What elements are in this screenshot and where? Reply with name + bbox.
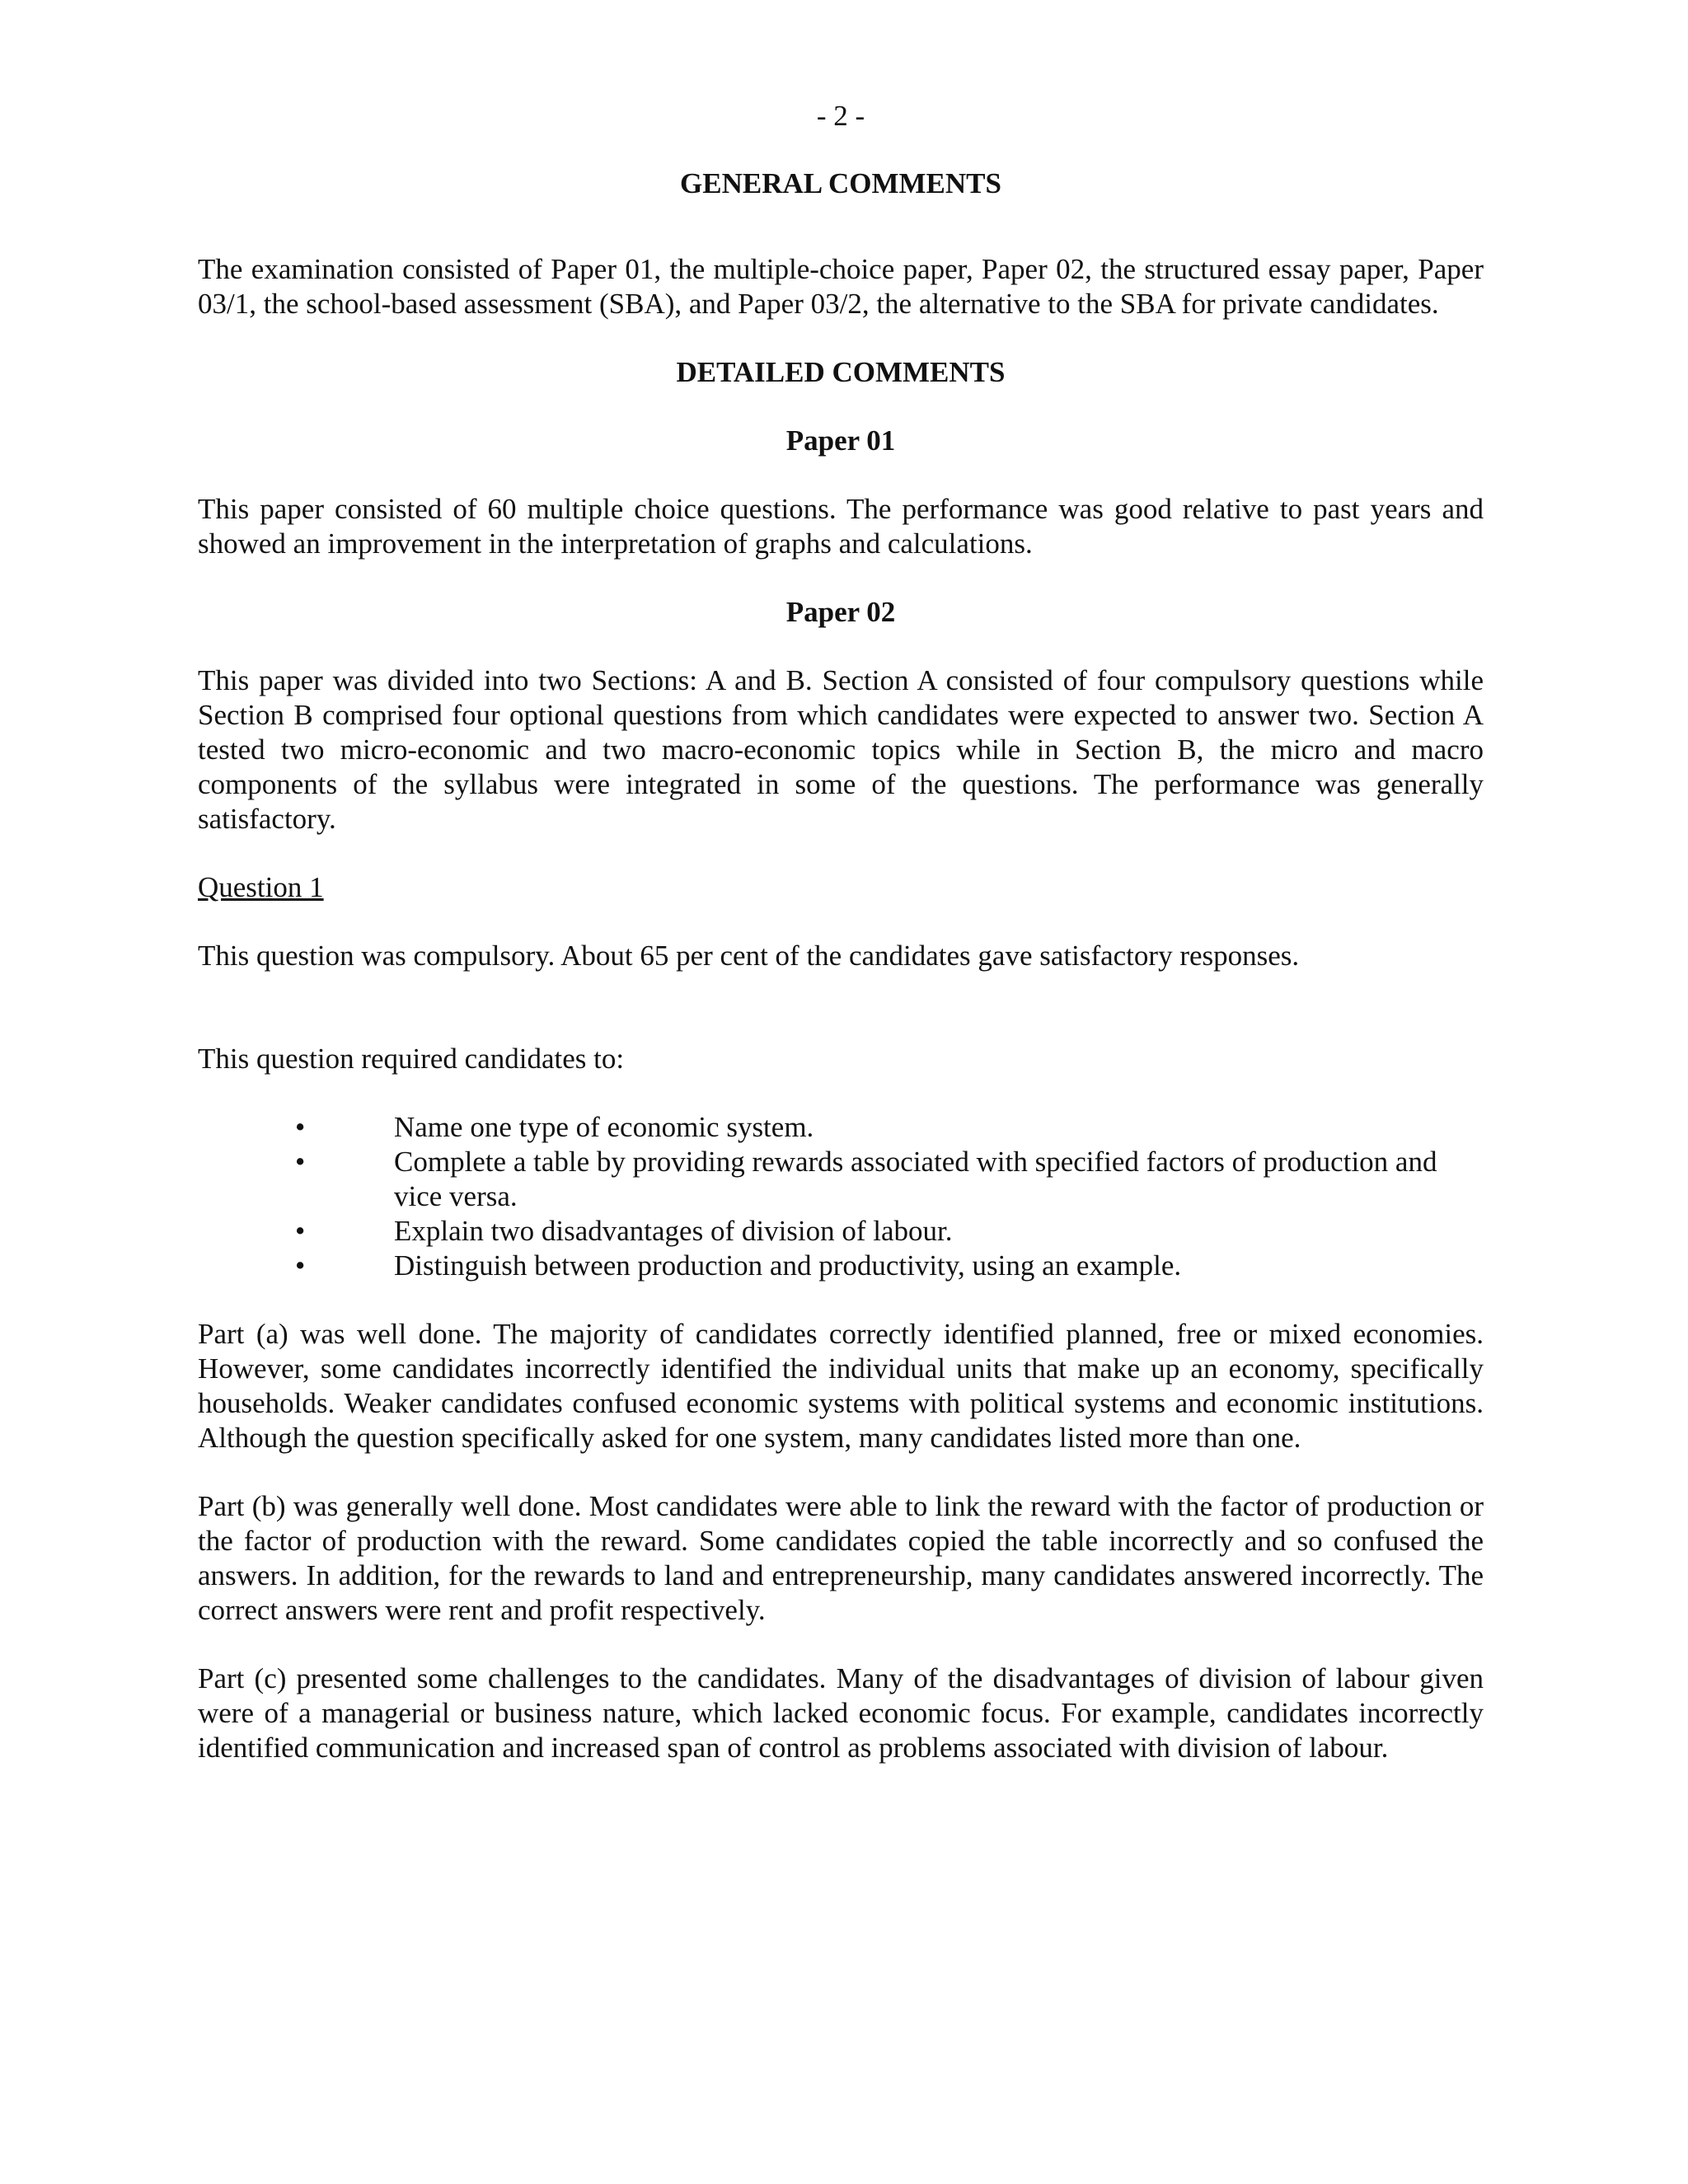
requirement-text: Explain two disadvantages of division of labour. [394,1215,953,1247]
bullet-icon: • [295,1215,306,1247]
page-content [198,99,1484,1765]
general-comments-text: The examination consisted of Paper 01, the multiple-choice paper, Paper 02, the structured essay paper, Paper 03/1, the school-based assessment (SBA), and Paper 03/2, the alternative to the SBA for private candidates. [198,253,1484,320]
question-1-required-intro: This question required candidates to: [198,1043,625,1075]
list-item [198,1145,1484,1214]
requirements-list [198,1110,1484,1283]
bullet-icon: • [295,1249,306,1282]
page-number: - 2 - [816,100,865,132]
requirement-text: Distinguish between production and productivity, using an example. [394,1249,1182,1282]
detailed-comments-heading: DETAILED COMMENTS [676,356,1006,388]
paper-02-text: This paper was divided into two Sections: A and B. Section A consisted of four compulsory questions while Section B comprised four optional questions from which candidates were expected to answer two. Section A tested two micro-economic and two macro-economic topics while in Section B, the micro and macro components of the syllabus were integrated in some of the questions. The performance was generally satisfactory. [198,664,1484,835]
part-b-comment: Part (b) was generally well done. Most candidates were able to link the reward with the factor of production or the factor of production with the reward. Some candidates copied the table incorrectly and so confused the answers. In addition, for the rewards to land and entrepreneurship, many candidates answered incorrectly. The correct answers were rent and profit respectively. [198,1490,1484,1626]
list-item [198,1249,1484,1283]
list-item [198,1214,1484,1249]
paper-01-heading: Paper 01 [785,424,896,457]
general-comments-heading: GENERAL COMMENTS [680,167,1001,199]
requirement-text: Name one type of economic system. [394,1111,814,1143]
part-c-comment: Part (c) presented some challenges to the candidates. Many of the disadvantages of division of labour given were of a managerial or business nature, which lacked economic focus. For example, candidates incorrectly identified communication and increased span of control as problems associated with division of labour. [198,1662,1484,1764]
question-1-heading: Question 1 [198,871,324,903]
list-item [198,1110,1484,1145]
requirement-text: Complete a table by providing rewards associated with specified factors of production and vice versa. [394,1146,1437,1212]
paper-02-heading: Paper 02 [785,596,896,628]
paper-01-text: This paper consisted of 60 multiple choice questions. The performance was good relative to past years and showed an improvement in the interpretation of graphs and calculations. [198,493,1484,560]
part-a-comment: Part (a) was well done. The majority of candidates correctly identified planned, free or mixed economies. However, some candidates incorrectly identified the individual units that make up an economy, specifically households. Weaker candidates confused economic systems with political systems and economic institutions. Although the question specifically asked for one system, many candidates listed more than one. [198,1318,1484,1454]
question-1-intro: This question was compulsory. About 65 per cent of the candidates gave satisfactory responses. [198,940,1300,972]
bullet-icon: • [295,1146,306,1178]
bullet-icon: • [295,1111,306,1143]
